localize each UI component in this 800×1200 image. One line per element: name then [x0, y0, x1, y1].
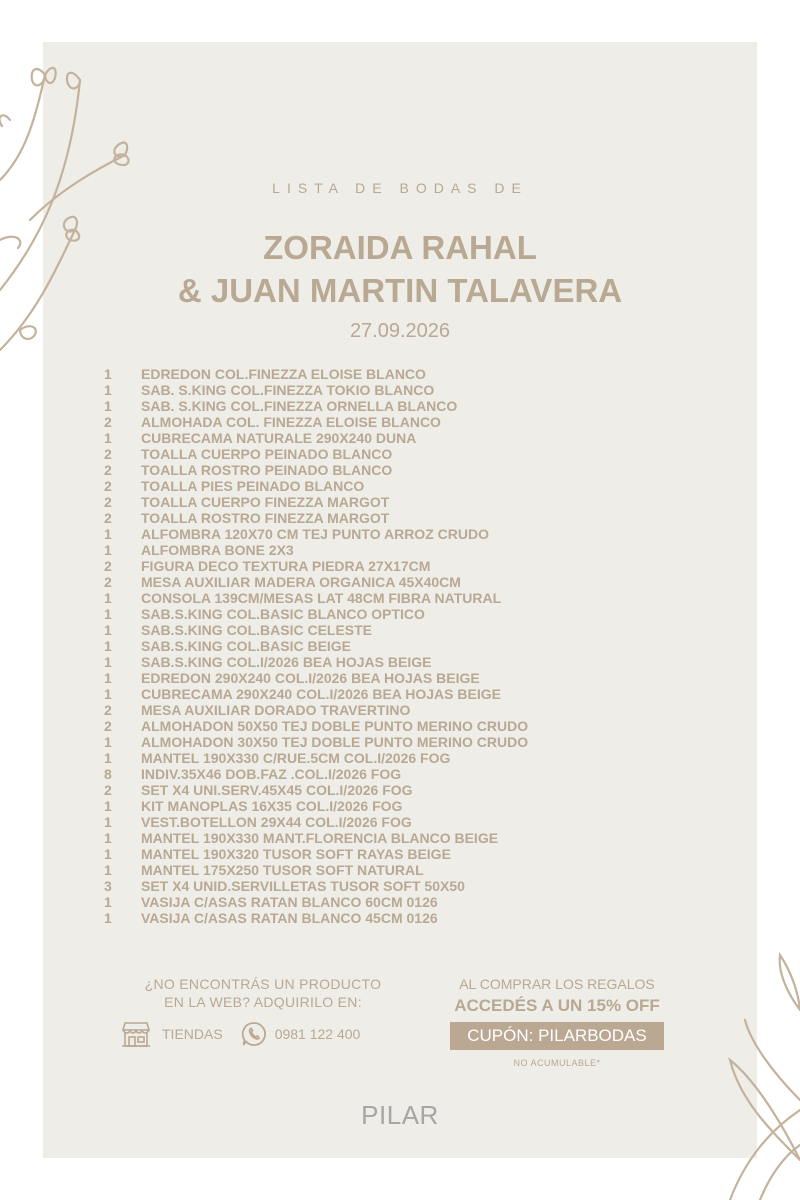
item-quantity: 1	[104, 542, 112, 558]
item-name: KIT MANOPLAS 16X35 COL.I/2026 FOG	[141, 798, 403, 814]
discount-line-1: AL COMPRAR LOS REGALOS	[459, 976, 655, 992]
item-quantity: 1	[104, 734, 112, 750]
list-item	[104, 462, 704, 478]
list-item	[104, 478, 704, 494]
item-quantity: 8	[104, 766, 112, 782]
phone-link[interactable]: 0981 122 400	[274, 1026, 361, 1042]
item-quantity: 1	[104, 798, 112, 814]
store-info-line-2: EN LA WEB? ADQUIRILO EN:	[164, 994, 362, 1010]
list-item	[104, 590, 704, 606]
list-item	[104, 766, 704, 782]
item-name: TOALLA ROSTRO PEINADO BLANCO	[141, 462, 393, 478]
item-name: CUBRECAMA 290X240 COL.I/2026 BEA HOJAS BEIGE	[141, 686, 501, 702]
store-info-line-1: ¿NO ENCONTRÁS UN PRODUCTO	[144, 976, 382, 992]
list-item	[104, 686, 704, 702]
item-quantity: 2	[104, 702, 112, 718]
item-name: MANTEL 190X330 C/RUE.5CM COL.I/2026 FOG	[141, 750, 451, 766]
item-quantity: 2	[104, 478, 112, 494]
list-item	[104, 910, 704, 926]
item-name: TOALLA ROSTRO FINEZZA MARGOT	[141, 510, 390, 526]
item-name: ALMOHADON 30X50 TEJ DOBLE PUNTO MERINO CRUDO	[141, 734, 529, 750]
footer-store-info	[108, 975, 418, 1011]
store-icon	[120, 1020, 152, 1048]
item-name: SET X4 UNI.SERV.45X45 COL.I/2026 FOG	[141, 782, 413, 798]
item-quantity: 1	[104, 830, 112, 846]
discount-line-2: ACCEDÉS A UN 15% OFF	[454, 996, 660, 1015]
item-quantity: 1	[104, 750, 112, 766]
item-quantity: 1	[104, 526, 112, 542]
gift-list	[104, 366, 704, 926]
list-item	[104, 414, 704, 430]
not-cumulative-note: NO ACUMULABLE*	[513, 1058, 601, 1068]
item-name: VASIJA C/ASAS RATAN BLANCO 60CM 0126	[141, 894, 438, 910]
list-item	[104, 366, 704, 382]
coupon-badge: CUPÓN: PILARBODAS	[450, 1022, 664, 1050]
list-item	[104, 846, 704, 862]
list-item	[104, 782, 704, 798]
list-item	[104, 430, 704, 446]
couple-name-line-2: & JUAN MARTIN TALAVERA	[177, 272, 623, 309]
list-item	[104, 446, 704, 462]
item-quantity: 2	[104, 446, 112, 462]
item-name: FIGURA DECO TEXTURA PIEDRA 27X17CM	[141, 558, 431, 574]
item-quantity: 1	[104, 638, 112, 654]
item-quantity: 2	[104, 414, 112, 430]
list-item	[104, 894, 704, 910]
item-name: SAB.S.KING COL.BASIC CELESTE	[141, 622, 373, 638]
list-item	[104, 702, 704, 718]
item-quantity: 1	[104, 862, 112, 878]
item-name: EDREDON COL.FINEZZA ELOISE BLANCO	[141, 366, 426, 382]
item-name: SAB.S.KING COL.I/2026 BEA HOJAS BEIGE	[141, 654, 432, 670]
item-quantity: 2	[104, 718, 112, 734]
list-item	[104, 862, 704, 878]
list-item	[104, 638, 704, 654]
list-item	[104, 510, 704, 526]
list-item	[104, 814, 704, 830]
list-item	[104, 558, 704, 574]
list-item	[104, 654, 704, 670]
item-name: MESA AUXILIAR MADERA ORGANICA 45X40CM	[141, 574, 461, 590]
item-name: SAB. S.KING COL.FINEZZA TOKIO BLANCO	[141, 382, 435, 398]
list-item	[104, 574, 704, 590]
item-name: CONSOLA 139CM/MESAS LAT 48CM FIBRA NATURAL	[141, 590, 502, 606]
item-quantity: 1	[104, 622, 112, 638]
list-item	[104, 830, 704, 846]
stores-link[interactable]: TIENDAS	[162, 1026, 223, 1042]
item-name: SAB. S.KING COL.FINEZZA ORNELLA BLANCO	[141, 398, 458, 414]
item-name: ALFOMBRA 120X70 CM TEJ PUNTO ARROZ CRUDO	[141, 526, 489, 542]
item-name: EDREDON 290X240 COL.I/2026 BEA HOJAS BEIGE	[141, 670, 480, 686]
item-name: TOALLA CUERPO PEINADO BLANCO	[141, 446, 393, 462]
item-name: SET X4 UNID.SERVILLETAS TUSOR SOFT 50X50	[141, 878, 465, 894]
list-item	[104, 718, 704, 734]
list-item	[104, 798, 704, 814]
item-name: MANTEL 190X320 TUSOR SOFT RAYAS BEIGE	[141, 846, 451, 862]
item-name: MANTEL 175X250 TUSOR SOFT NATURAL	[141, 862, 424, 878]
item-quantity: 2	[104, 494, 112, 510]
whatsapp-icon	[241, 1021, 267, 1047]
item-quantity: 1	[104, 590, 112, 606]
item-quantity: 1	[104, 606, 112, 622]
item-quantity: 2	[104, 574, 112, 590]
list-item	[104, 398, 704, 414]
wedding-date: 27.09.2026	[349, 320, 451, 342]
item-quantity: 1	[104, 686, 112, 702]
item-name: TOALLA CUERPO FINEZZA MARGOT	[141, 494, 390, 510]
item-name: VEST.BOTELLON 29X44 COL.I/2026 FOG	[141, 814, 412, 830]
list-item	[104, 734, 704, 750]
list-item	[104, 878, 704, 894]
item-quantity: 1	[104, 814, 112, 830]
item-name: INDIV.35X46 DOB.FAZ .COL.I/2026 FOG	[141, 766, 402, 782]
list-item	[104, 606, 704, 622]
item-name: TOALLA PIES PEINADO BLANCO	[141, 478, 365, 494]
item-quantity: 1	[104, 398, 112, 414]
list-item	[104, 526, 704, 542]
list-item	[104, 382, 704, 398]
list-item	[104, 622, 704, 638]
item-quantity: 2	[104, 782, 112, 798]
list-item	[104, 494, 704, 510]
item-quantity: 1	[104, 366, 112, 382]
item-name: VASIJA C/ASAS RATAN BLANCO 45CM 0126	[141, 910, 438, 926]
item-quantity: 1	[104, 382, 112, 398]
item-name: ALMOHADA COL. FINEZZA ELOISE BLANCO	[141, 414, 441, 430]
contact-row	[120, 1020, 360, 1048]
item-quantity: 2	[104, 558, 112, 574]
item-quantity: 3	[104, 878, 112, 894]
brand-logo: PILAR	[361, 1100, 439, 1130]
item-name: SAB.S.KING COL.BASIC BLANCO OPTICO	[141, 606, 425, 622]
couple-name-line-1: ZORAIDA RAHAL	[263, 229, 537, 266]
item-quantity: 1	[104, 430, 112, 446]
item-name: MANTEL 190X330 MANT.FLORENCIA BLANCO BEIGE	[141, 830, 499, 846]
list-item	[104, 750, 704, 766]
item-quantity: 2	[104, 462, 112, 478]
item-quantity: 1	[104, 846, 112, 862]
item-name: MESA AUXILIAR DORADO TRAVERTINO	[141, 702, 411, 718]
item-name: ALMOHADON 50X50 TEJ DOBLE PUNTO MERINO CRUDO	[141, 718, 529, 734]
item-name: CUBRECAMA NATURALE 290X240 DUNA	[141, 430, 417, 446]
item-quantity: 1	[104, 894, 112, 910]
couple-names	[0, 226, 800, 312]
item-quantity: 1	[104, 670, 112, 686]
list-item	[104, 670, 704, 686]
item-quantity: 1	[104, 910, 112, 926]
item-name: ALFOMBRA BONE 2X3	[141, 542, 294, 558]
item-quantity: 2	[104, 510, 112, 526]
footer-discount	[427, 975, 687, 1068]
item-name: SAB.S.KING COL.BASIC BEIGE	[141, 638, 352, 654]
list-subtitle: LISTA DE BODAS DE	[272, 180, 528, 196]
list-item	[104, 542, 704, 558]
item-quantity: 1	[104, 654, 112, 670]
